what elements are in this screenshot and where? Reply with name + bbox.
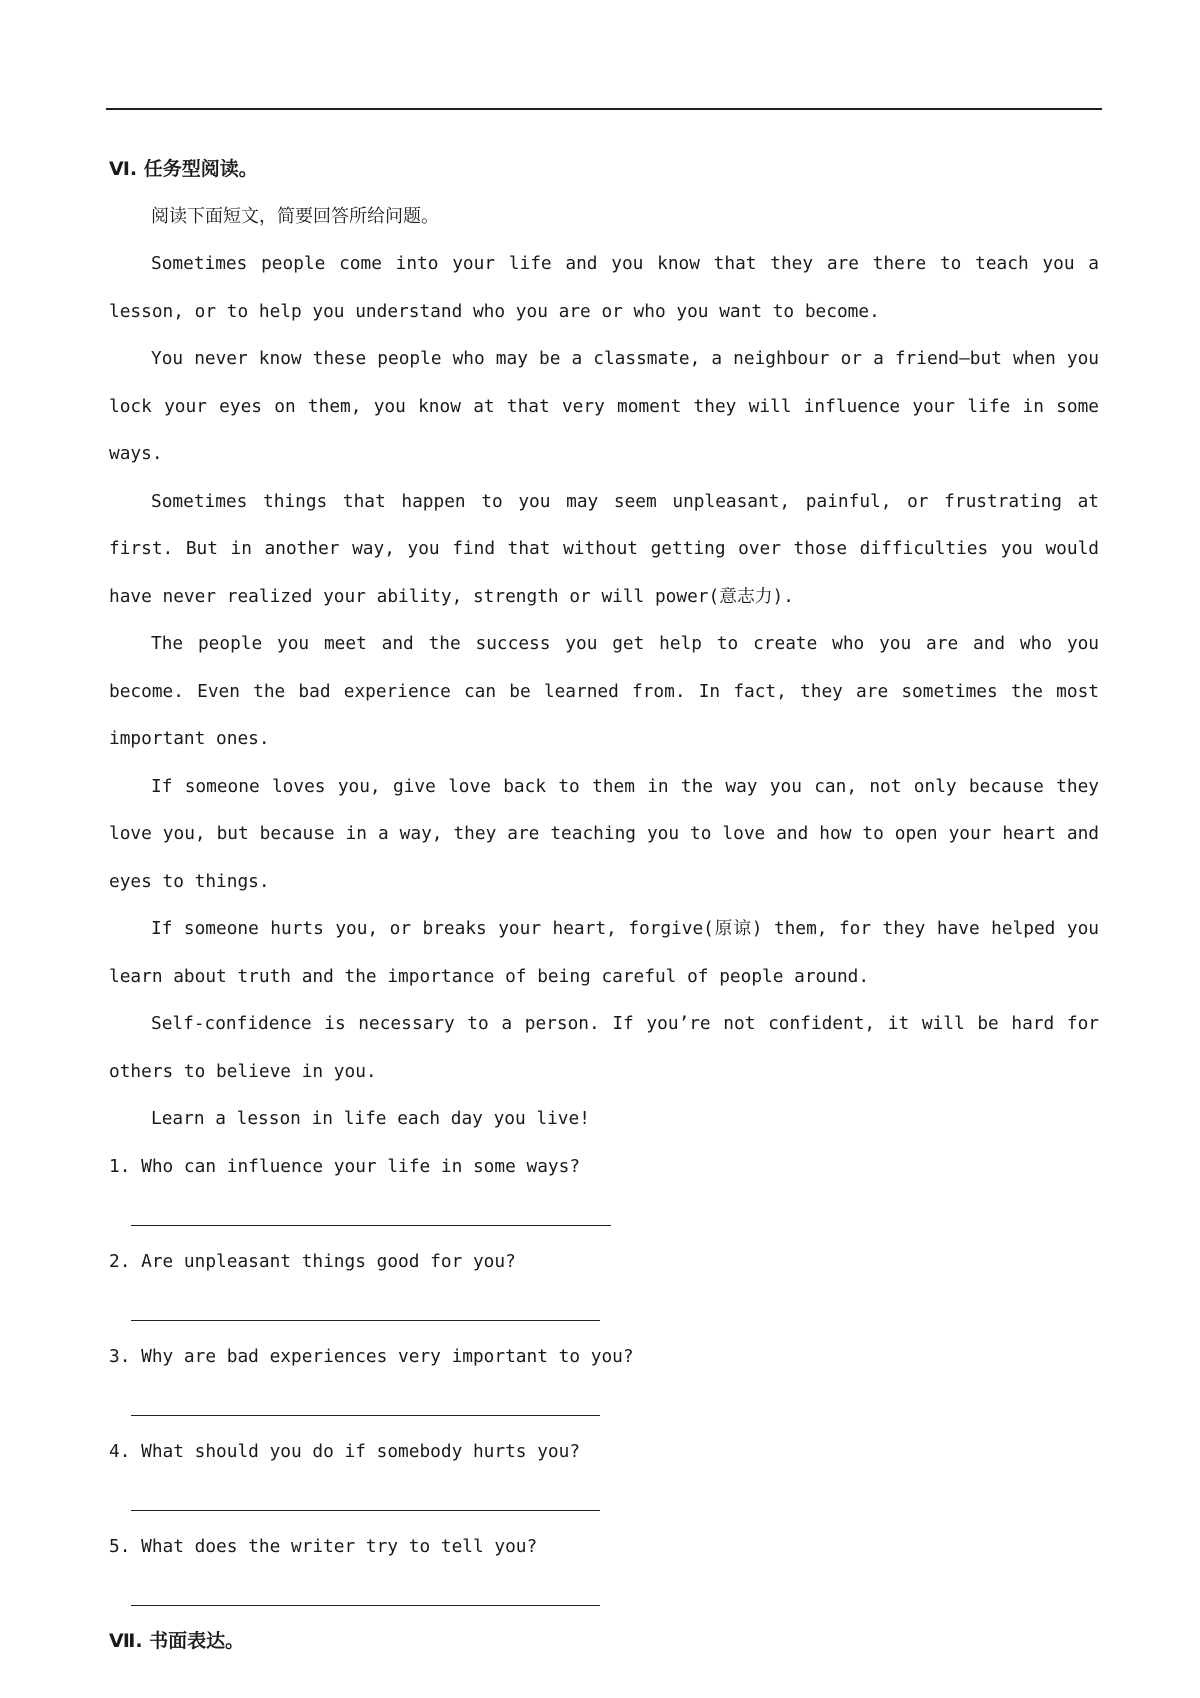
section-6-instruction: 阅读下面短文，简要回答所给问题。 [151,206,439,227]
answer-line[interactable] [131,1225,611,1226]
question-item [109,1333,1099,1416]
reading-passage [109,240,1099,1143]
passage-paragraph: The people you meet and the success you get help to create who you are and who you become. Even the bad experience can be learned from. In fact, they are sometimes the most important ones. [109,633,1099,749]
question-text: 3. Why are bad experiences very important to you? [109,1345,634,1367]
passage-paragraph: Sometimes people come into your life and you know that they are there to teach you a lesson, or to help you understand who you are or who you want to become. [109,253,1099,322]
question-item [109,1523,1099,1606]
passage-paragraph: Sometimes things that happen to you may seem unpleasant, painful, or frustrating at first. But in another way, you find that without getting over those difficulties you would have never realized your ability, strength or will power(意志力). [109,490,1099,607]
answer-line[interactable] [131,1605,600,1606]
question-text: 2. Are unpleasant things good for you? [109,1250,516,1272]
question-item [109,1143,1099,1226]
passage-paragraph: Self-confidence is necessary to a person. If you’re not confident, it will be hard for others to believe in you. [109,1013,1099,1082]
answer-line[interactable] [131,1320,600,1321]
passage-paragraph: You never know these people who may be a classmate, a neighbour or a friend—but when you lock your eyes on them, you know at that very moment they will influence your life in some ways. [109,348,1099,464]
passage-paragraph: If someone loves you, give love back to them in the way you can, not only because they love you, but because in a way, they are teaching you to love and how to open your heart and eyes to things. [109,775,1099,892]
answer-line[interactable] [131,1510,600,1511]
answer-line[interactable] [131,1415,600,1416]
section-7-heading: Ⅶ. 书面表达。 [109,1629,245,1652]
worksheet [109,146,1099,1665]
question-text: 5. What does the writer try to tell you? [109,1535,538,1557]
section-6-heading: Ⅵ. 任务型阅读。 [109,158,258,180]
question-item [109,1238,1099,1321]
question-text: 1. Who can influence your life in some ways? [109,1155,581,1177]
header-rule [106,108,1102,110]
passage-paragraph: Learn a lesson in life each day you live! [151,1108,590,1129]
question-list [109,1143,1099,1606]
passage-paragraph: If someone hurts you, or breaks your heart, forgive(原谅) them, for they have helped you learn about truth and the importance of being careful of people around. [109,918,1099,987]
question-item [109,1428,1099,1511]
question-text: 4. What should you do if somebody hurts you? [109,1440,581,1462]
